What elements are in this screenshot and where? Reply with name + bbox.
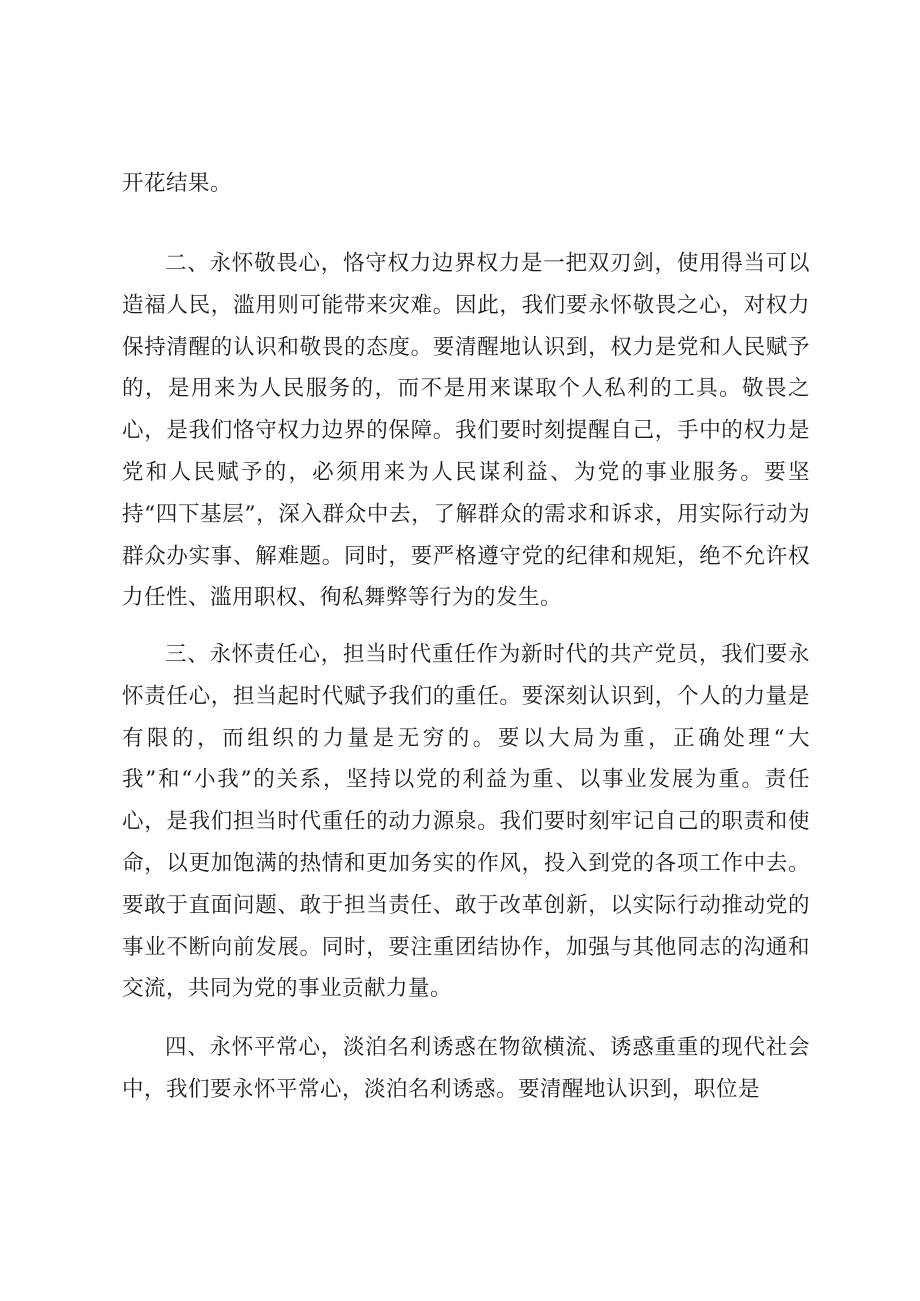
section-3-paragraph: 三、永怀责任心，担当时代重任作为新时代的共产党员，我们要永怀责任心，担当起时代赋予我们的重任。要深刻认识到，个人的力量是有限的，而组织的力量是无穷的。要以大局为重，正确处理“大我”和“小我”的关系，坚持以党的利益为重、以事业发展为重。责任心，是我们担当时代重任的动力源泉。我们要时刻牢记自己的职责和使命，以更加饱满的热情和更加务实的作风，投入到党的各项工作中去。要敢于直面问题、敢于担当责任、敢于改革创新，以实际行动推动党的事业不断向前发展。同时，要注重团结协作，加强与其他同志的沟通和交流，共同为党的事业贡献力量。 <box>122 642 810 1002</box>
continuation-text: 开花结果。 <box>122 171 233 196</box>
section-2-paragraph: 二、永怀敬畏心，恪守权力边界权力是一把双刃剑，使用得当可以造福人民，滥用则可能带来灾难。因此，我们要永怀敬畏之心，对权力保持清醒的认识和敬畏的态度。要清醒地认识到，权力是党和人民赋予的，是用来为人民服务的，而不是用来谋取个人私利的工具。敬畏之心，是我们恪守权力边界的保障。我们要时刻提醒自己，手中的权力是党和人民赋予的，必须用来为人民谋利益、为党的事业服务。要坚持“四下基层”，深入群众中去，了解群众的需求和诉求，用实际行动为群众办实事、解难题。同时，要严格遵守党的纪律和规矩，绝不允许权力任性、滥用职权、徇私舞弊等行为的发生。 <box>122 251 810 611</box>
section-4-paragraph: 四、永怀平常心，淡泊名利诱惑在物欲横流、诱惑重重的现代社会中，我们要永怀平常心，淡泊名利诱惑。要清醒地认识到，职位是 <box>122 1035 810 1102</box>
